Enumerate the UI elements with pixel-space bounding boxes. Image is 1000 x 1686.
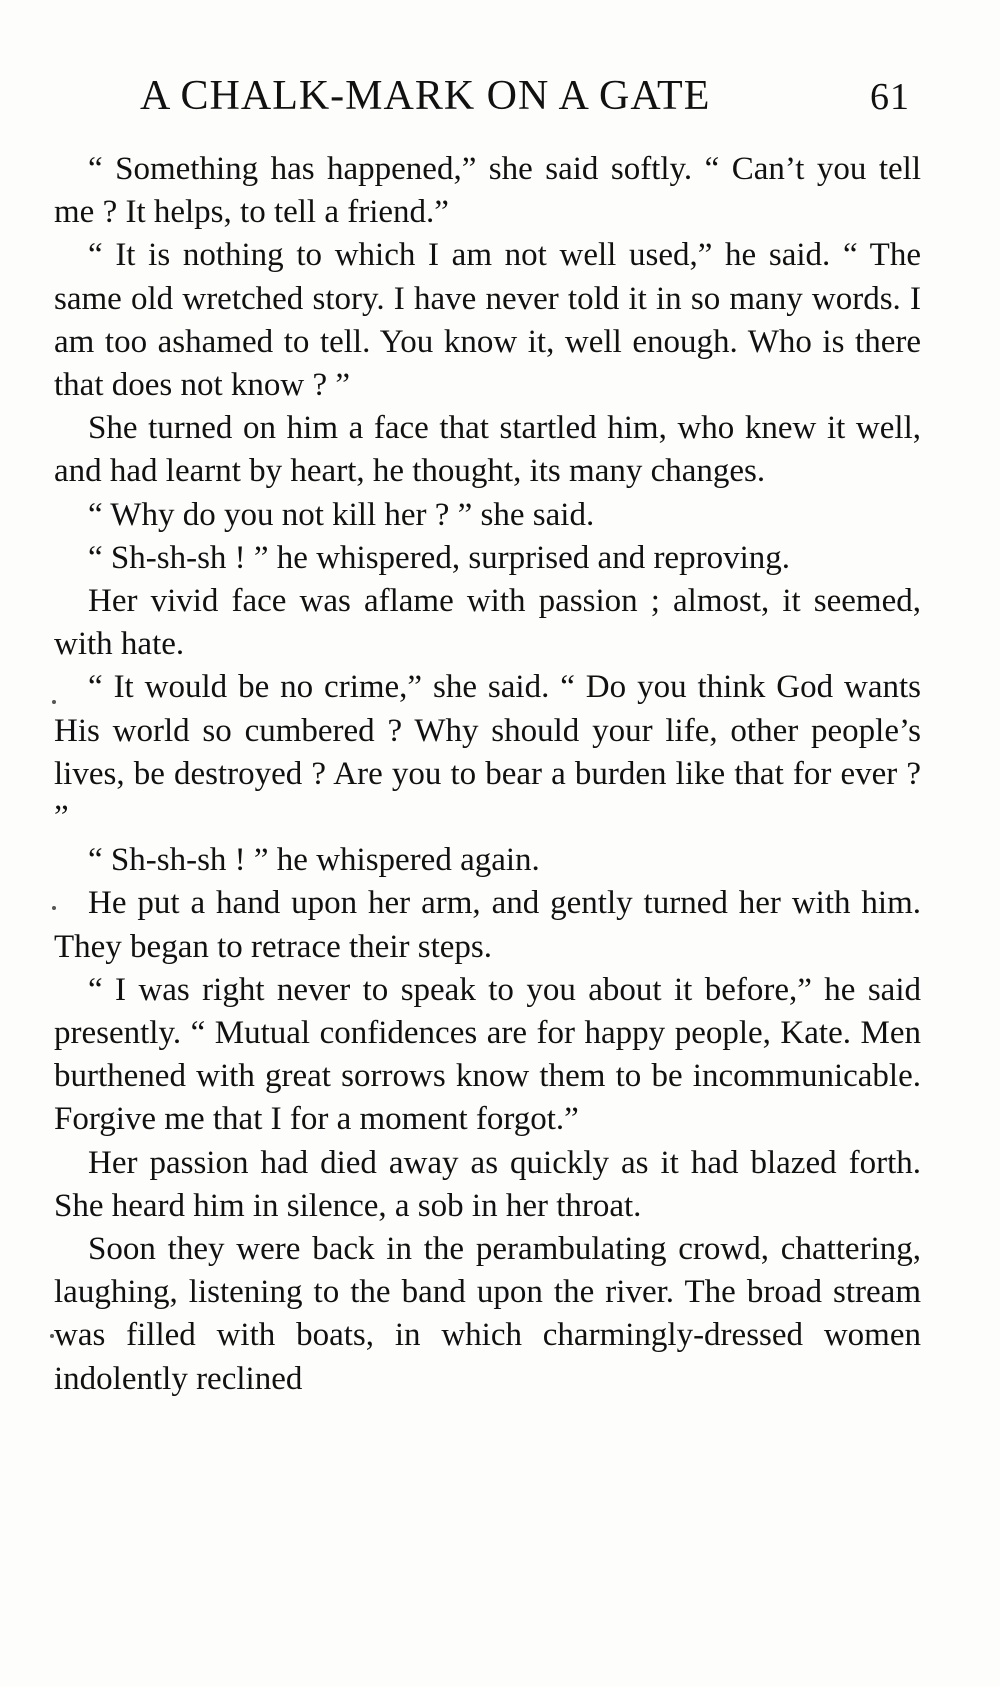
page-number: 61 [870,76,910,118]
print-speck [50,1334,54,1338]
paragraph: He put a hand upon her arm, and gently turned her with him. They began to retrace their steps. [54,885,921,965]
print-speck [52,906,56,910]
paragraph: “ It would be no crime,” she said. “ Do you think God wants His world so cumbered ? Why should your life, other people’s lives, be destroyed ? Are you to bear a burden like that for ever ? ” [54,669,921,836]
paragraph: “ Why do you not kill her ? ” she said. [88,496,595,533]
paragraph: She turned on him a face that startled him, who knew it well, and had learnt by heart, he thought, its many changes. [54,410,921,490]
body-text [54,148,921,1401]
paragraph: Her vivid face was aflame with passion ; almost, it seemed, with hate. [54,583,921,663]
paragraph: “ Sh-sh-sh ! ” he whispered again. [88,842,540,879]
paragraph: “ I was right never to speak to you about it before,” he said presently. “ Mutual confidences are for happy people, Kate. Men burthened with great sorrows know them to be incommunicable. Forgive me that I for a moment forgot.” [54,971,921,1138]
running-head [140,72,910,132]
running-title: A CHALK-MARK ON A GATE [140,73,711,119]
paragraph: Soon they were back in the perambulating crowd, chattering, laughing, listening to the band upon the river. The broad stream was filled with boats, in which charmingly-dressed women indolently reclined [54,1231,921,1397]
paragraph: Her passion had died away as quickly as it had blazed forth. She heard him in silence, a sob in her throat. [54,1144,921,1224]
paragraph: “ It is nothing to which I am not well used,” he said. “ The same old wretched story. I have never told it in so many words. I am too ashamed to tell. You know it, well enough. Who is there that does not know ? ” [54,237,921,404]
print-speck [52,700,56,704]
paragraph: “ Sh-sh-sh ! ” he whispered, surprised and reproving. [88,539,790,576]
paragraph: “ Something has happened,” she said softly. “ Can’t you tell me ? It helps, to tell a friend.” [54,151,921,231]
